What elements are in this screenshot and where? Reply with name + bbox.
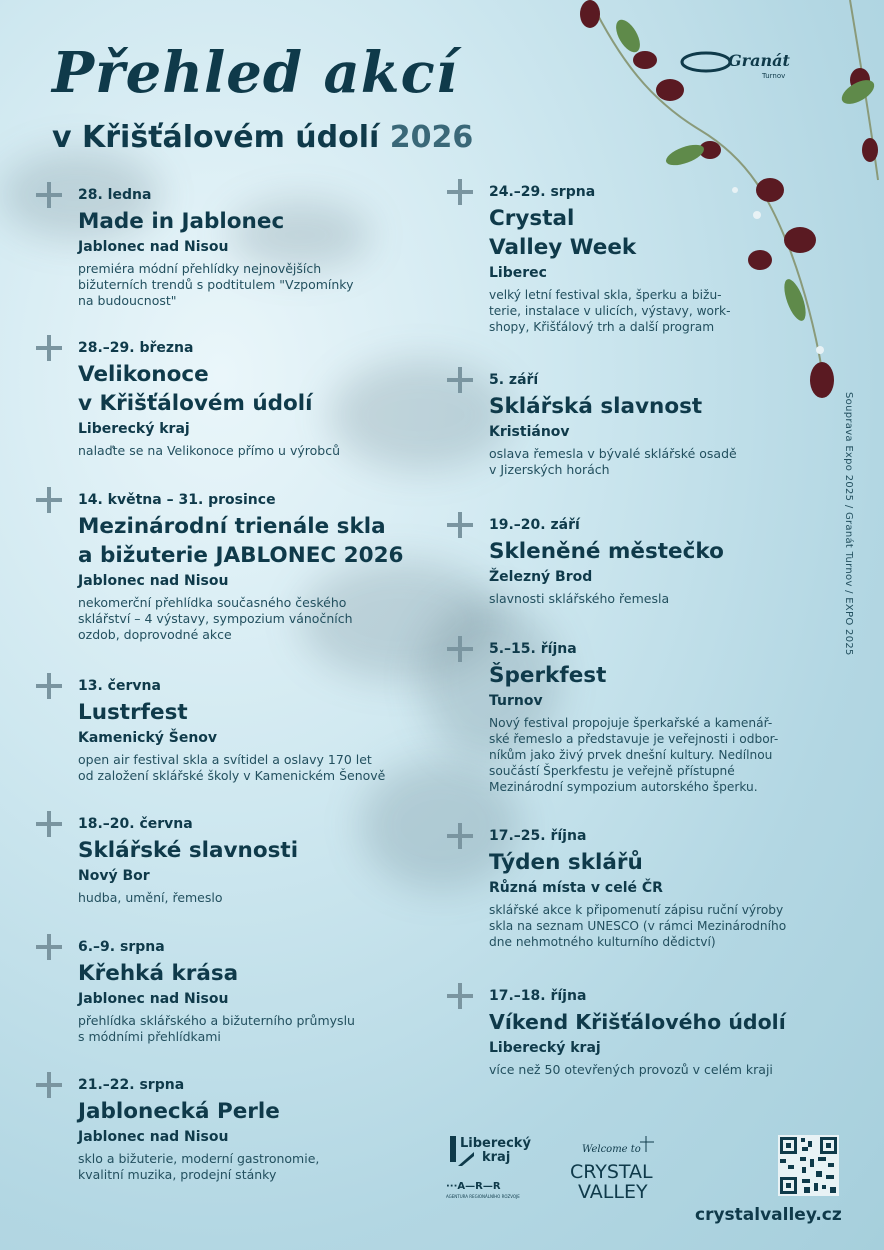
granat-logo-sub: Turnov <box>762 72 786 80</box>
page-subtitle <box>52 120 473 155</box>
event-place: Kamenický Šenov <box>78 730 218 746</box>
arr-text: ···A—R—R <box>446 1181 501 1192</box>
plus-icon <box>447 512 473 538</box>
event-date: 13. června <box>78 678 161 694</box>
event-item <box>36 938 426 1076</box>
event-date: 17.–18. října <box>489 988 587 1004</box>
event-description: velký letní festival skla, šperku a bižu- terie, instalace v ulicích, výstavy, work- shopy, Křišťálový trh a další program <box>489 288 731 334</box>
granat-turnov-logo <box>680 44 800 84</box>
plus-icon <box>447 823 473 849</box>
event-place: Nový Bor <box>78 868 150 884</box>
crystal-valley-logo <box>568 1134 678 1204</box>
event-place: Liberecký kraj <box>78 421 190 437</box>
event-description: přehlídka sklářského a bižuterního průmyslu s módními přehlídkami <box>78 1013 355 1044</box>
website-url[interactable]: crystalvalley.cz <box>695 1205 842 1225</box>
event-place: Jablonec nad Nisou <box>78 991 229 1007</box>
event-description: Nový festival propojuje šperkařské a kamenář- ské řemeslo a představuje je veřejnosti i odbor- níkům jako živý prvek dnešní kultury. Nedílnou součástí Šperkfestu je veřejně přístupné Mezinárodní sympozium autorského šperku. <box>489 716 779 794</box>
event-name: Šperkfest <box>489 663 607 688</box>
event-description: sklo a bižuterie, moderní gastronomie, kvalitní muzika, prodejní stánky <box>78 1151 320 1182</box>
event-item <box>447 827 817 987</box>
event-item <box>447 516 817 640</box>
event-description: více než 50 otevřených provozů v celém kraji <box>489 1062 773 1077</box>
plus-icon <box>447 636 473 662</box>
event-date: 14. května – 31. prosince <box>78 492 276 508</box>
plus-icon <box>36 487 62 513</box>
qr-code[interactable] <box>778 1135 839 1196</box>
page-title: Přehled akcí <box>52 40 458 106</box>
event-place: Kristiánov <box>489 424 570 440</box>
event-name: Křehká krása <box>78 961 239 986</box>
events-right-column <box>447 183 817 1078</box>
event-name: Made in Jablonec <box>78 209 285 234</box>
plus-icon <box>447 983 473 1009</box>
event-description: oslava řemesla v bývalé sklářské osadě v Jizerských horách <box>489 446 737 477</box>
event-item <box>36 491 426 677</box>
event-name: Skleněné městečko <box>489 539 724 564</box>
crystal-line1: CRYSTAL <box>570 1161 653 1183</box>
plus-icon <box>447 367 473 393</box>
liberecky-line2: kraj <box>482 1150 511 1165</box>
event-item <box>36 339 426 491</box>
plus-icon <box>36 673 62 699</box>
event-date: 19.–20. září <box>489 517 580 533</box>
event-place: Jablonec nad Nisou <box>78 239 229 255</box>
event-description: slavnosti sklářského řemesla <box>489 591 670 606</box>
arr-subtext: AGENTURA REGIONÁLNÍHO ROZVOJE <box>446 1194 520 1199</box>
event-date: 6.–9. srpna <box>78 939 165 955</box>
event-date: 5. září <box>489 372 539 388</box>
event-item <box>36 815 426 938</box>
granat-logo-name: Granát <box>728 51 790 70</box>
event-place: Liberecký kraj <box>489 1040 601 1056</box>
event-date: 5.–15. října <box>489 641 577 657</box>
event-place: Jablonec nad Nisou <box>78 573 229 589</box>
subtitle-text: v Křišťálovém údolí <box>52 120 380 155</box>
photo-credit: Souprava Expo 2025 / Granát Turnov / EXPO 2025 <box>843 392 854 656</box>
event-description: sklářské akce k připomenutí zápisu ruční výroby skla na seznam UNESCO (v rámci Mezinárodního dne nehmotného kulturního dědictví) <box>489 903 787 949</box>
event-name: Velikonoce v Křišťálovém údolí <box>78 362 313 416</box>
event-description: premiéra módní přehlídky nejnovějších bižuterních trendů s podtitulem "Vzpomínky na budoucnost" <box>78 261 354 308</box>
event-date: 24.–29. srpna <box>489 184 596 200</box>
event-date: 17.–25. října <box>489 828 587 844</box>
event-item <box>447 640 817 827</box>
event-place: Liberec <box>489 265 547 281</box>
plus-icon <box>447 179 473 205</box>
subtitle-year: 2026 <box>389 120 474 155</box>
event-name: Sklářské slavnosti <box>78 838 299 863</box>
plus-icon <box>36 934 62 960</box>
event-item <box>36 186 426 339</box>
event-date: 18.–20. června <box>78 816 193 832</box>
event-name: Týden sklářů <box>489 850 643 875</box>
liberecky-line1: Liberecký <box>460 1136 531 1151</box>
event-item <box>447 987 817 1078</box>
event-item <box>447 371 817 516</box>
events-left-column <box>36 186 426 1183</box>
event-date: 28. ledna <box>78 187 152 203</box>
event-description: open air festival skla a svítidel a oslavy 170 let od založení sklářské školy v Kamenickém Šenově <box>78 752 386 783</box>
event-name: Víkend Křišťálového údolí <box>489 1010 786 1034</box>
event-date: 21.–22. srpna <box>78 1077 185 1093</box>
event-item <box>36 677 426 815</box>
event-place: Různá místa v celé ČR <box>489 880 663 896</box>
event-name: Crystal Valley Week <box>489 206 637 260</box>
arr-logo <box>446 1178 538 1200</box>
crystal-welcome: Welcome to <box>582 1144 641 1155</box>
event-place: Jablonec nad Nisou <box>78 1129 229 1145</box>
plus-icon <box>36 335 62 361</box>
event-item <box>36 1076 426 1183</box>
liberecky-kraj-logo <box>446 1132 538 1172</box>
plus-icon <box>36 811 62 837</box>
event-item <box>447 183 817 371</box>
event-name: Lustrfest <box>78 700 188 725</box>
event-name: Sklářská slavnost <box>489 394 703 419</box>
event-place: Železný Brod <box>489 569 593 585</box>
event-place: Turnov <box>489 693 543 709</box>
event-description: hudba, umění, řemeslo <box>78 890 223 905</box>
event-date: 28.–29. března <box>78 340 194 356</box>
plus-icon <box>36 1072 62 1098</box>
event-description: nalaďte se na Velikonoce přímo u výrobců <box>78 443 340 458</box>
plus-icon <box>36 182 62 208</box>
event-name: Mezinárodní trienále skla a bižuterie JABLONEC 2026 <box>78 514 404 568</box>
event-name: Jablonecká Perle <box>78 1099 280 1124</box>
event-description: nekomerční přehlídka současného českého sklářství – 4 výstavy, sympozium vánočních ozdob, doprovodné akce <box>78 595 353 642</box>
crystal-line2: VALLEY <box>578 1181 648 1203</box>
